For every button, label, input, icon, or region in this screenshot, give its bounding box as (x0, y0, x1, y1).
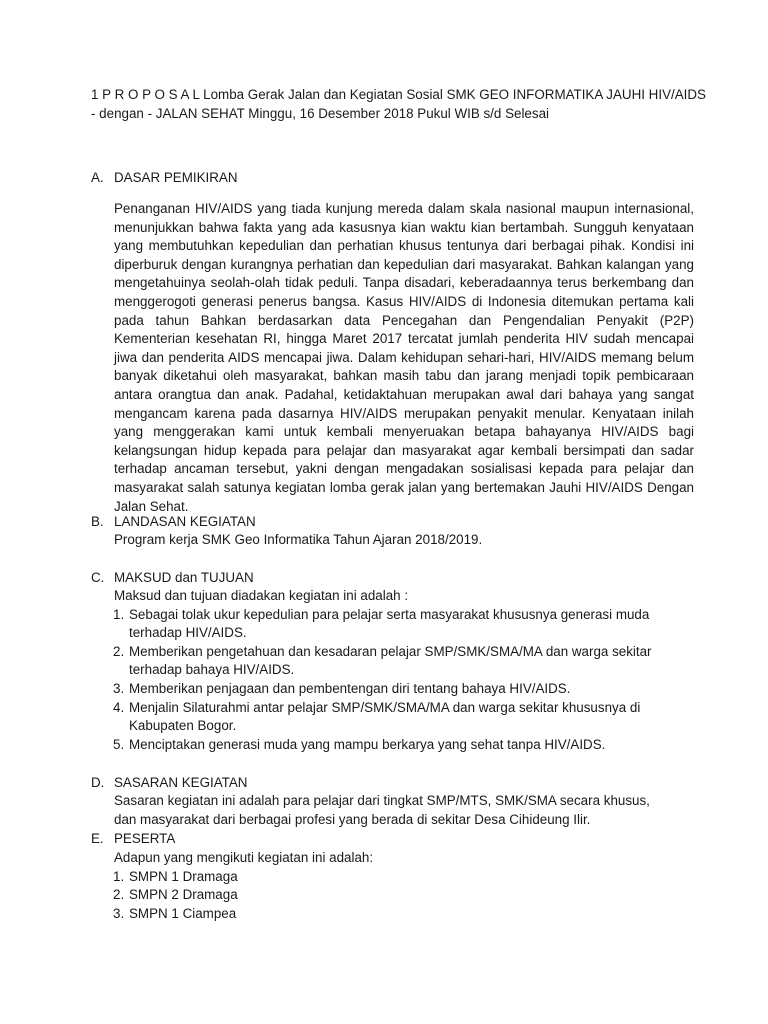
section-title: PESERTA (114, 831, 176, 846)
list-text: Sebagai tolak ukur kepedulian para pelajar serta masyarakat khususnya generasi muda terhadap HIV/AIDS. (129, 606, 650, 641)
list-number: 2. (113, 643, 125, 659)
list-number: 3. (113, 680, 125, 696)
list-item (114, 736, 654, 755)
list-item (114, 886, 694, 905)
section-title: MAKSUD dan TUJUAN (114, 570, 254, 585)
section-a-heading (91, 169, 238, 188)
list-text: Memberikan penjagaan dan pembentengan diri tentang bahaya HIV/AIDS. (129, 680, 571, 696)
section-c-heading (91, 569, 254, 588)
section-e-heading (91, 830, 175, 849)
list-item (114, 699, 654, 736)
list-text: Memberikan pengetahuan dan kesadaran pelajar SMP/SMK/SMA/MA dan warga sekitar terhadap bahaya HIV/AIDS. (129, 643, 652, 678)
list-text: SMPN 1 Ciampea (129, 905, 237, 921)
section-title: SASARAN KEGIATAN (114, 775, 248, 790)
section-letter: B. (91, 514, 104, 529)
list-item (114, 868, 694, 887)
list-number: 2. (113, 887, 125, 903)
section-letter: C. (91, 570, 105, 585)
list-text: SMPN 2 Dramaga (129, 887, 238, 903)
section-b-heading (91, 513, 256, 532)
objectives-list (114, 606, 654, 755)
list-number: 1. (113, 606, 125, 622)
list-number: 3. (113, 905, 125, 921)
list-item (114, 643, 654, 680)
section-title: DASAR PEMIKIRAN (114, 170, 238, 185)
list-item (114, 606, 654, 643)
list-text: Menjalin Silaturahmi antar pelajar SMP/SMK/SMA/MA dan warga sekitar khususnya di Kabupaten Bogor. (129, 699, 641, 734)
list-text: SMPN 1 Dramaga (129, 868, 238, 884)
list-item (114, 905, 694, 924)
section-d-body: Sasaran kegiatan ini adalah para pelajar dari tingkat SMP/MTS, SMK/SMA secara khusus, dan masyarakat dari berbagai profesi yang berada di sekitar Desa Cihideung Ilir. (114, 793, 650, 827)
section-title: LANDASAN KEGIATAN (114, 514, 256, 529)
list-number: 5. (113, 736, 125, 752)
section-c-content (114, 587, 654, 754)
section-a-body: Penanganan HIV/AIDS yang tiada kunjung mereda dalam skala nasional maupun internasional, menunjukkan bahwa fakta yang ada kasusnya kian waktu kian bertambah. Sungguh kenyataan yang membutuhkan kepedulian dan perhatian khusus tentunya dari berbagai pihak. Kondisi ini diperburuk dengan kurangnya perhatian dan kepedulian dari masyarakat. Bahkan kalangan yang mengetahuinya seolah-olah tidak peduli. Tanpa disadari, keberadaannya terus berkembang dan menggerogoti generasi penerus bangsa. Kasus HIV/AIDS di Indonesia ditemukan pertama kali pada tahun Bahkan berdasarkan data Pencegahan dan Pengendalian Penyakit (P2P) Kementerian kesehatan RI, hingga Maret 2017 tercatat jumlah penderita HIV sudah mencapai jiwa dan penderita AIDS mencapai jiwa. Dalam kehidupan sehari-hari, HIV/AIDS memang belum banyak diketahui oleh masyarakat, bahkan masih tabu dan jarang menjadi topik pembicaraan antara orangtua dan anak. Padahal, ketidaktahuan merupakan awal dari bahaya yang sangat mengancam karena pada dasarnya HIV/AIDS merupakan penyakit menular. Kenyataan inilah yang menggerakan kami untuk kembali menyeruakan betapa bahayanya HIV/AIDS bagi kelangsungan hidup kepada para pelajar dan masyarakat agar kembali bersimpati dan sadar terhadap ancaman tersebut, yakni dengan mengadakan sosialisasi kepada para pelajar dan masyarakat salah satunya kegiatan lomba gerak jalan yang bertemakan Jauhi HIV/AIDS Dengan Jalan Sehat. (114, 201, 694, 514)
section-d-heading (91, 774, 247, 793)
list-text: Menciptakan generasi muda yang mampu berkarya yang sehat tanpa HIV/AIDS. (129, 736, 606, 752)
section-b-body: Program kerja SMK Geo Informatika Tahun Ajaran 2018/2019. (114, 532, 483, 547)
document-title: 1 P R O P O S A L Lomba Gerak Jalan dan Kegiatan Sosial SMK GEO INFORMATIKA JAUHI HIV/AIDS - dengan - JALAN SEHAT Minggu, 16 Desember 2018 Pukul WIB s/d Selesai (91, 87, 706, 121)
section-letter: D. (91, 775, 105, 790)
list-item (114, 680, 654, 699)
section-letter: A. (91, 170, 104, 185)
list-number: 4. (113, 699, 125, 715)
participants-list (114, 868, 694, 924)
section-e-intro: Adapun yang mengikuti kegiatan ini adalah: (114, 850, 374, 865)
section-c-intro: Maksud dan tujuan diadakan kegiatan ini adalah : (114, 588, 409, 603)
list-number: 1. (113, 868, 125, 884)
section-e-content (114, 849, 694, 923)
section-letter: E. (91, 831, 104, 846)
